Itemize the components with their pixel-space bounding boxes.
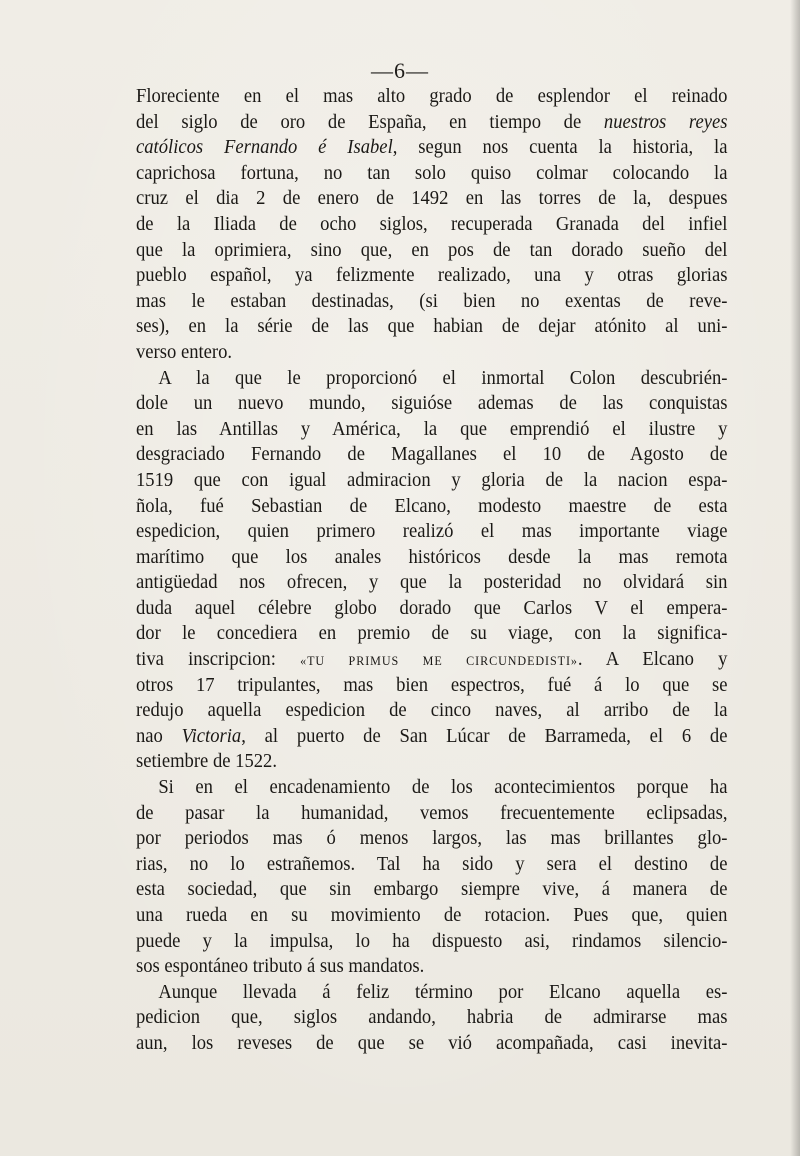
text-line bbox=[136, 724, 727, 750]
text-line bbox=[136, 212, 727, 238]
text-line bbox=[136, 417, 727, 443]
small-caps-inscription: «TU PRIMUS ME CIRCUNDEDISTI» bbox=[300, 653, 578, 669]
text-line bbox=[136, 314, 727, 340]
text-run: , al puerto de San Lúcar de Barrameda, el 6 de bbox=[241, 724, 728, 747]
text-line bbox=[136, 596, 727, 622]
text-line bbox=[136, 263, 727, 289]
text-run: de la Iliada de ocho siglos, recuperada Granada del infiel bbox=[136, 212, 728, 235]
text-run: otros 17 tripulantes, mas bien espectros, fué á lo que se bbox=[136, 673, 728, 696]
text-line bbox=[136, 826, 727, 852]
text-run: sos espontáneo tributo á sus mandatos. bbox=[136, 955, 425, 978]
text-line bbox=[136, 749, 727, 775]
text-run: rias, no lo estrañemos. Tal ha sido y sera el destino de bbox=[136, 852, 728, 875]
text-run: dor le concediera en premio de su viage, con la significa- bbox=[136, 622, 728, 645]
text-run: una rueda en su movimiento de rotacion. Pues que, quien bbox=[136, 904, 728, 926]
text-line bbox=[136, 621, 727, 647]
text-run: en las Antillas y América, la que emprendió el ilustre y bbox=[136, 417, 728, 440]
body-text bbox=[136, 84, 728, 1057]
text-line bbox=[136, 877, 727, 903]
text-run: , segun nos cuenta la historia, la bbox=[392, 136, 728, 159]
text-run: esta sociedad, que sin embargo siempre vive, á manera de bbox=[136, 878, 728, 901]
text-line bbox=[136, 775, 727, 801]
text-line bbox=[136, 673, 727, 699]
text-run: tiva inscripcion: bbox=[136, 648, 301, 671]
text-run: setiembre de 1522. bbox=[136, 750, 278, 773]
text-line bbox=[136, 570, 727, 596]
text-line bbox=[136, 1031, 727, 1057]
text-line bbox=[136, 186, 727, 212]
text-line bbox=[136, 852, 727, 878]
text-run: duda aquel célebre globo dorado que Carlos V el empera- bbox=[136, 596, 728, 619]
text-run: ses), en la série de las que habian de dejar atónito al uni- bbox=[136, 315, 728, 338]
italic-text: católicos Fernando é Isabel bbox=[136, 136, 393, 159]
text-run: Si en el encadenamiento de los acontecimientos porque ha bbox=[158, 776, 728, 799]
text-run: nao bbox=[136, 724, 182, 747]
text-line bbox=[136, 110, 727, 136]
text-run: de pasar la humanidad, vemos frecuentemente eclipsadas, bbox=[136, 801, 728, 824]
italic-text: nuestros reyes bbox=[603, 110, 728, 133]
text-line bbox=[136, 801, 727, 827]
text-run: del siglo de oro de España, en tiempo de bbox=[136, 110, 604, 133]
text-line bbox=[136, 698, 727, 724]
text-run: marítimo que los anales históricos desde la mas remota bbox=[136, 545, 728, 568]
text-run: ñola, fué Sebastian de Elcano, modesto maestre de esta bbox=[136, 494, 728, 517]
text-run: puede y la impulsa, lo ha dispuesto asi, rindamos silencio- bbox=[136, 929, 728, 952]
text-run: caprichosa fortuna, no tan solo quiso colmar colocando la bbox=[136, 161, 728, 184]
text-line bbox=[136, 135, 727, 161]
text-line bbox=[136, 903, 727, 929]
text-run: Floreciente en el mas alto grado de esplendor el reinado bbox=[136, 85, 728, 107]
text-line bbox=[136, 391, 727, 417]
text-run: verso entero. bbox=[136, 340, 233, 363]
text-run: 1519 que con igual admiracion y gloria de la nacion espa- bbox=[136, 468, 728, 491]
text-run: . A Elcano y bbox=[577, 648, 728, 671]
text-run: que la oprimiera, sino que, en pos de tan dorado sueño del bbox=[136, 238, 728, 261]
text-run: dole un nuevo mundo, siguióse ademas de las conquistas bbox=[136, 392, 728, 415]
text-line bbox=[136, 366, 727, 392]
text-run: por periodos mas ó menos largos, las mas brillantes glo- bbox=[136, 827, 728, 850]
text-line bbox=[136, 519, 727, 545]
text-run: mas le estaban destinadas, (si bien no exentas de reve- bbox=[136, 289, 728, 312]
text-line bbox=[136, 954, 727, 980]
text-run: cruz el dia 2 de enero de 1492 en las torres de la, despues bbox=[136, 187, 728, 210]
text-line bbox=[136, 647, 727, 673]
italic-text: Victoria bbox=[181, 724, 242, 747]
text-line bbox=[136, 1005, 727, 1031]
text-line bbox=[136, 289, 727, 315]
text-line bbox=[136, 161, 727, 187]
text-line bbox=[136, 442, 727, 468]
text-run: pedicion que, siglos andando, habria de admirarse mas bbox=[136, 1006, 728, 1029]
text-run: desgraciado Fernando de Magallanes el 10 de Agosto de bbox=[136, 443, 728, 466]
text-run: redujo aquella espedicion de cinco naves, al arribo de la bbox=[136, 699, 728, 722]
text-line bbox=[136, 238, 727, 264]
text-run: Aunque llevada á feliz término por Elcano aquella es- bbox=[158, 980, 728, 1003]
page-edge-shadow bbox=[790, 0, 800, 1156]
text-line bbox=[136, 468, 727, 494]
text-run: antigüedad nos ofrecen, y que la posteridad no olvidará sin bbox=[136, 571, 728, 594]
text-line bbox=[136, 980, 727, 1006]
text-line bbox=[136, 494, 727, 520]
text-run: aun, los reveses de que se vió acompañada, casi inevita- bbox=[136, 1031, 728, 1054]
page-number: —6— bbox=[371, 58, 429, 83]
text-run: espedicion, quien primero realizó el mas importante viage bbox=[136, 520, 728, 543]
text-line bbox=[136, 545, 727, 571]
text-run: A la que le proporcionó el inmortal Colon descubrién- bbox=[158, 366, 728, 389]
text-line bbox=[136, 929, 727, 955]
text-line bbox=[136, 84, 727, 110]
text-run: pueblo español, ya felizmente realizado, una y otras glorias bbox=[136, 264, 728, 287]
text-line bbox=[136, 340, 727, 366]
